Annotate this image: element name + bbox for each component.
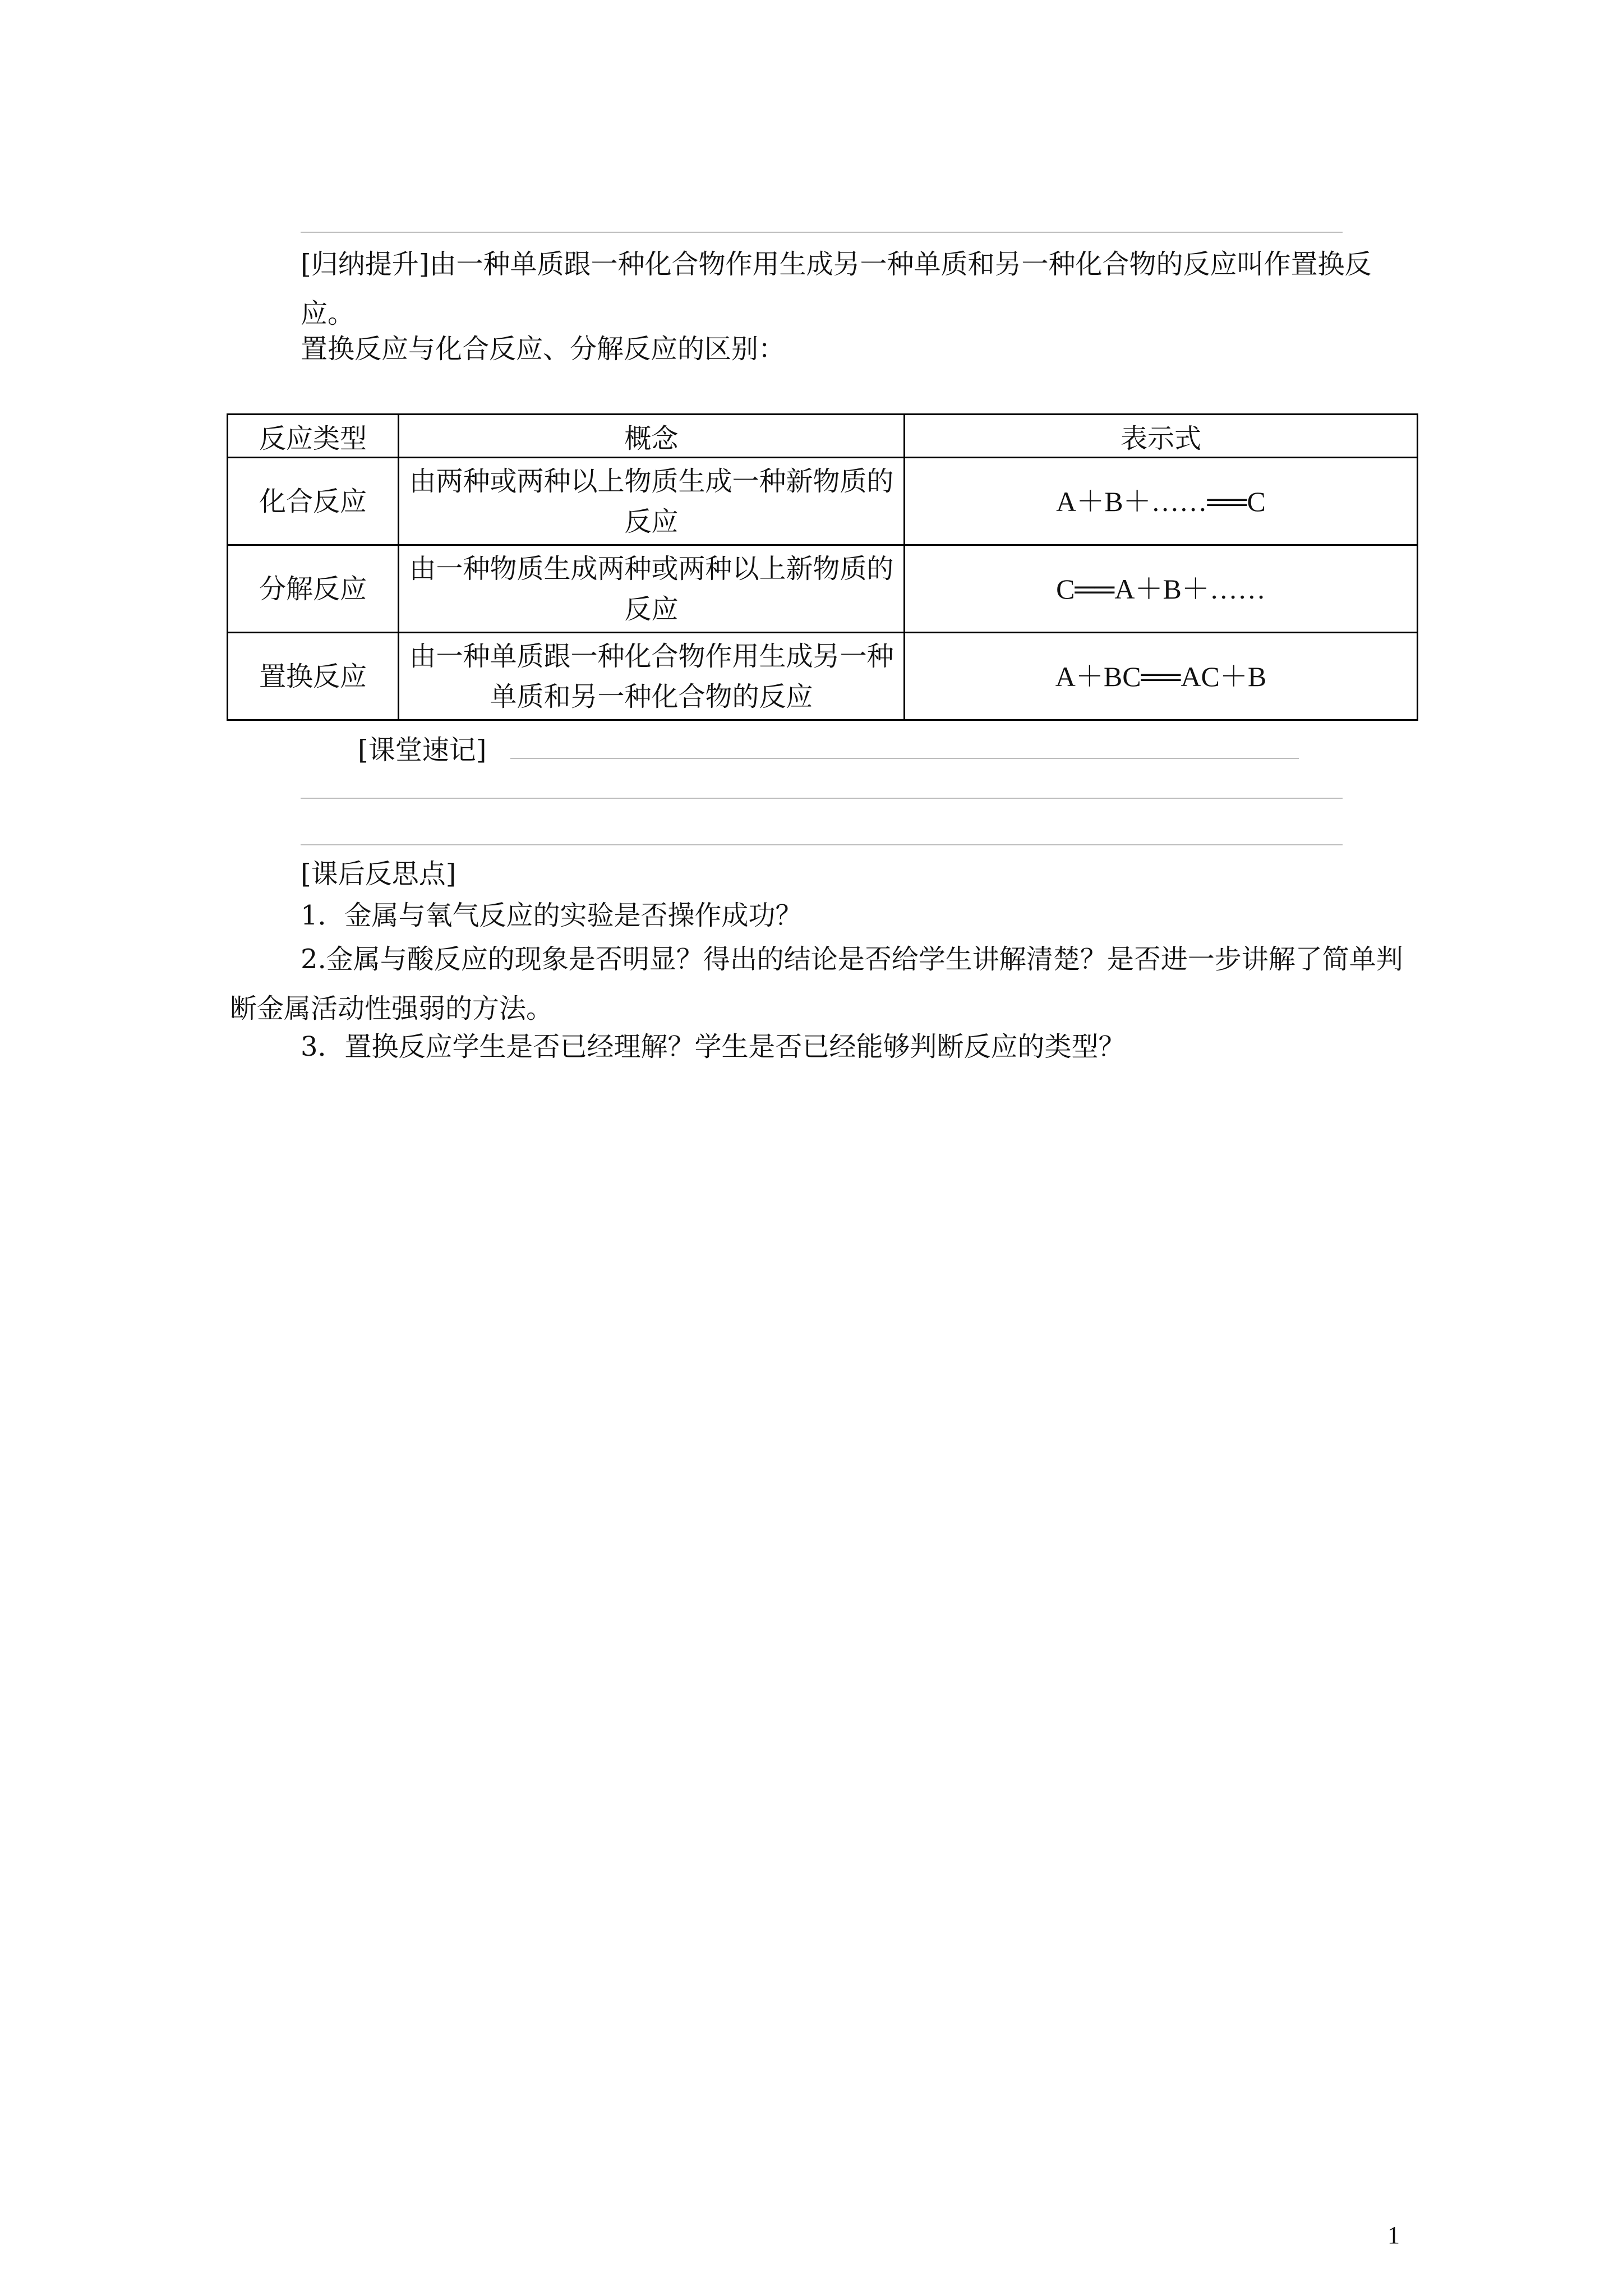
formula-cell: A＋B＋……══C [905, 458, 1418, 545]
formula-cell: C══A＋B＋…… [905, 545, 1418, 633]
notes-line-3 [301, 844, 1343, 845]
page-number: 1 [1387, 2221, 1400, 2249]
reflection-item: 3．置换反应学生是否已经理解？学生是否已经能够判断反应的类型？ [301, 1031, 1126, 1062]
concept-cell: 由一种物质生成两种或两种以上新物质的反应 [399, 545, 905, 633]
header-cell-type: 反应类型 [228, 415, 399, 458]
formula-cell: A＋BC══AC＋B [905, 633, 1418, 720]
reaction-comparison-table [227, 413, 1418, 721]
concept-cell: 由一种单质跟一种化合物作用生成另一种单质和另一种化合物的反应 [399, 633, 905, 720]
concept-cell: 由两种或两种以上物质生成一种新物质的反应 [399, 458, 905, 545]
table-row [228, 545, 1418, 633]
reaction-type-cell: 分解反应 [228, 545, 399, 633]
table-row [228, 458, 1418, 545]
reaction-type-cell: 置换反应 [228, 633, 399, 720]
notes-line-1 [510, 758, 1299, 759]
reaction-type-cell: 化合反应 [228, 458, 399, 545]
header-cell-concept: 概念 [399, 415, 905, 458]
compare-intro: 置换反应与化合反应、分解反应的区别： [301, 333, 786, 365]
reflection-item: 2.金属与酸反应的现象是否明显？得出的结论是否给学生讲解清楚？是否进一步讲解了简单判断金属活动性强弱的方法。 [230, 944, 1403, 1024]
notes-line-2 [301, 798, 1343, 799]
answer-line-top [301, 232, 1343, 233]
summary-text: 由一种单质跟一种化合物作用生成另一种单质和另一种化合物的反应叫作置换反应。 [301, 249, 1372, 329]
summary-tag: [归纳提升] [301, 249, 430, 280]
class-notes-label: [课堂速记] [358, 734, 487, 766]
reflection-title: [课后反思点] [301, 858, 457, 890]
summary-paragraph [301, 240, 1417, 338]
table-header-row [228, 415, 1418, 458]
reflection-item: 1．金属与氧气反应的实验是否操作成功？ [301, 900, 803, 931]
header-cell-formula: 表示式 [905, 415, 1418, 458]
table-row [228, 633, 1418, 720]
